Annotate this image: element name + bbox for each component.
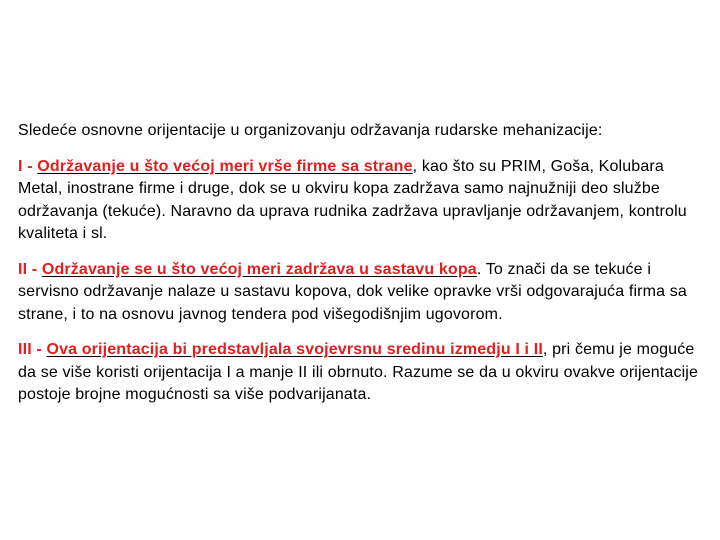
orientation-3-text: , pri čemu je moguće da se više koristi orijentacija I a manje II ili obrnuto. Razume se da u okviru ovakve orijentacije postoje brojne mogućnosti sa više podvarijanata.	[18, 341, 699, 403]
orientation-2-prefix: II -	[18, 260, 42, 278]
orientation-3-prefix: III -	[18, 341, 47, 358]
intro-text: Sledeće osnovne orijentacije u organizovanju održavanja rudarske mehanizacije:	[18, 122, 603, 139]
orientation-3-highlight: Ova orijentacija bi predstavljala svojevrsnu sredinu izmedju I i II	[46, 341, 543, 358]
orientation-2-text: . To znači da se tekuće i servisno održavanje nalaze u sastavu kopova, dok velike opravke vrši odgovarajuća firma sa strane, i to na osnovu javnog tendera pod višegodišnjim ugovorom.	[18, 260, 687, 323]
orientation-1-prefix: I -	[18, 157, 38, 175]
orientation-item-2	[18, 259, 708, 327]
orientation-item-3	[18, 339, 708, 407]
orientation-2-highlight: Održavanje se u što većoj meri zadržava u sastavu kopa	[41, 260, 477, 278]
orientation-item-1	[18, 156, 708, 246]
slide-content	[18, 120, 708, 420]
orientation-1-text: , kao što su PRIM, Goša, Kolubara Metal, inostrane firme i druge, dok se u okviru kopa zadržava samo najnužniji deo službe održavanja (tekuće). Naravno da uprava rudnika zadržava upravljanje održavanjem, kontrolu kvaliteta i sl.	[18, 157, 687, 242]
orientation-1-highlight: Održavanje u što većoj meri vrše firme sa strane	[37, 157, 413, 175]
